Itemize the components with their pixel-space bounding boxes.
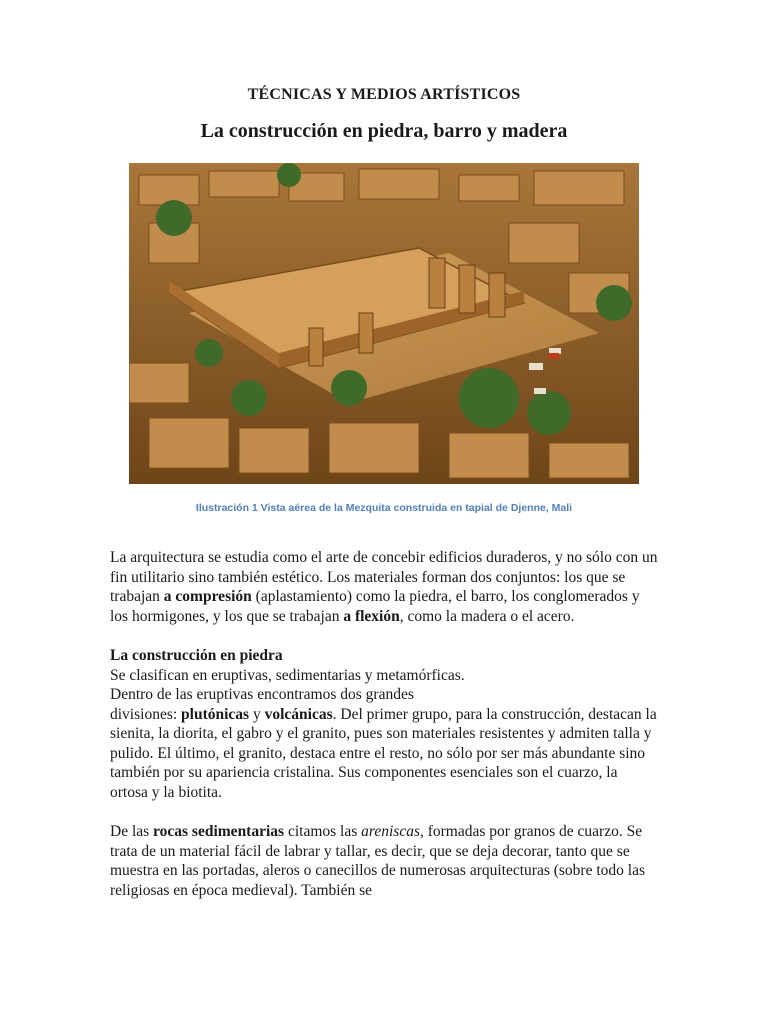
term-areniscas: areniscas xyxy=(361,823,420,840)
photo-illustration xyxy=(129,163,639,484)
document-body xyxy=(110,548,658,900)
stone-line-1: Se clasifican en eruptivas, sedimentarias y metamórficas. xyxy=(110,666,465,684)
term-rocas-sedimentarias: rocas sedimentarias xyxy=(153,823,285,840)
term-volcanicas: volcánicas xyxy=(264,705,333,723)
section-heading-piedra: La construcción en piedra xyxy=(110,647,283,664)
stone-line-2: Dentro de las eruptivas encontramos dos grandes xyxy=(110,686,414,703)
document-subtitle: La construcción en piedra, barro y madera xyxy=(200,120,568,142)
stone-paragraph xyxy=(110,705,658,803)
intro-text-2: (aplastamiento) como la piedra, el barro, los conglomerados y los hormigones, y los que se trabajan xyxy=(110,588,640,625)
term-compresion: a compresión xyxy=(163,588,252,605)
document-title: TÉCNICAS Y MEDIOS ARTÍSTICOS xyxy=(247,86,521,103)
sed-text-1: De las xyxy=(110,823,154,840)
term-flexion: a flexión xyxy=(343,607,400,625)
figure-caption: Ilustración 1 Vista aérea de la Mezquita construida en tapial de Djenne, Mali xyxy=(195,502,573,514)
paragraph-gap xyxy=(110,802,658,822)
intro-text-1: La arquitectura se estudia como el arte de concebir edificios duraderos, y no sólo con un fin utilitario sino también estético. Los materiales forman dos conjuntos: los que se trabajan xyxy=(110,549,658,605)
stone-text-2: y xyxy=(249,705,265,723)
intro-paragraph xyxy=(110,548,658,626)
paragraph-gap xyxy=(110,626,658,646)
intro-text-3: , como la madera o el acero. xyxy=(399,607,575,625)
term-plutonicas: plutónicas xyxy=(181,705,250,723)
mosque-aerial-photo xyxy=(129,163,639,484)
stone-text-1: divisiones: xyxy=(110,705,182,723)
stone-text-3: . Del primer grupo, para la construcción, destacan la sienita, la diorita, el gabro y el granito, pues son materiales resistentes y admiten talla y pulido. El último, el granito, destaca entre el resto, no sólo por ser más abundante sino también por su apariencia cristalina. Sus componentes esenciales son el cuarzo, la ortosa y la biotita. xyxy=(110,705,657,801)
sed-text-2: citamos las xyxy=(284,823,362,840)
sed-text-3: , formadas por granos de cuarzo. Se trata de un material fácil de labrar y tallar, es decir, que se deja decorar, tanto que se muestra en las portadas, aleros o canecillos de numerosas arquitecturas (sobre todo las religiosas en época medieval). También se xyxy=(110,823,645,899)
sedimentary-paragraph xyxy=(110,822,658,900)
